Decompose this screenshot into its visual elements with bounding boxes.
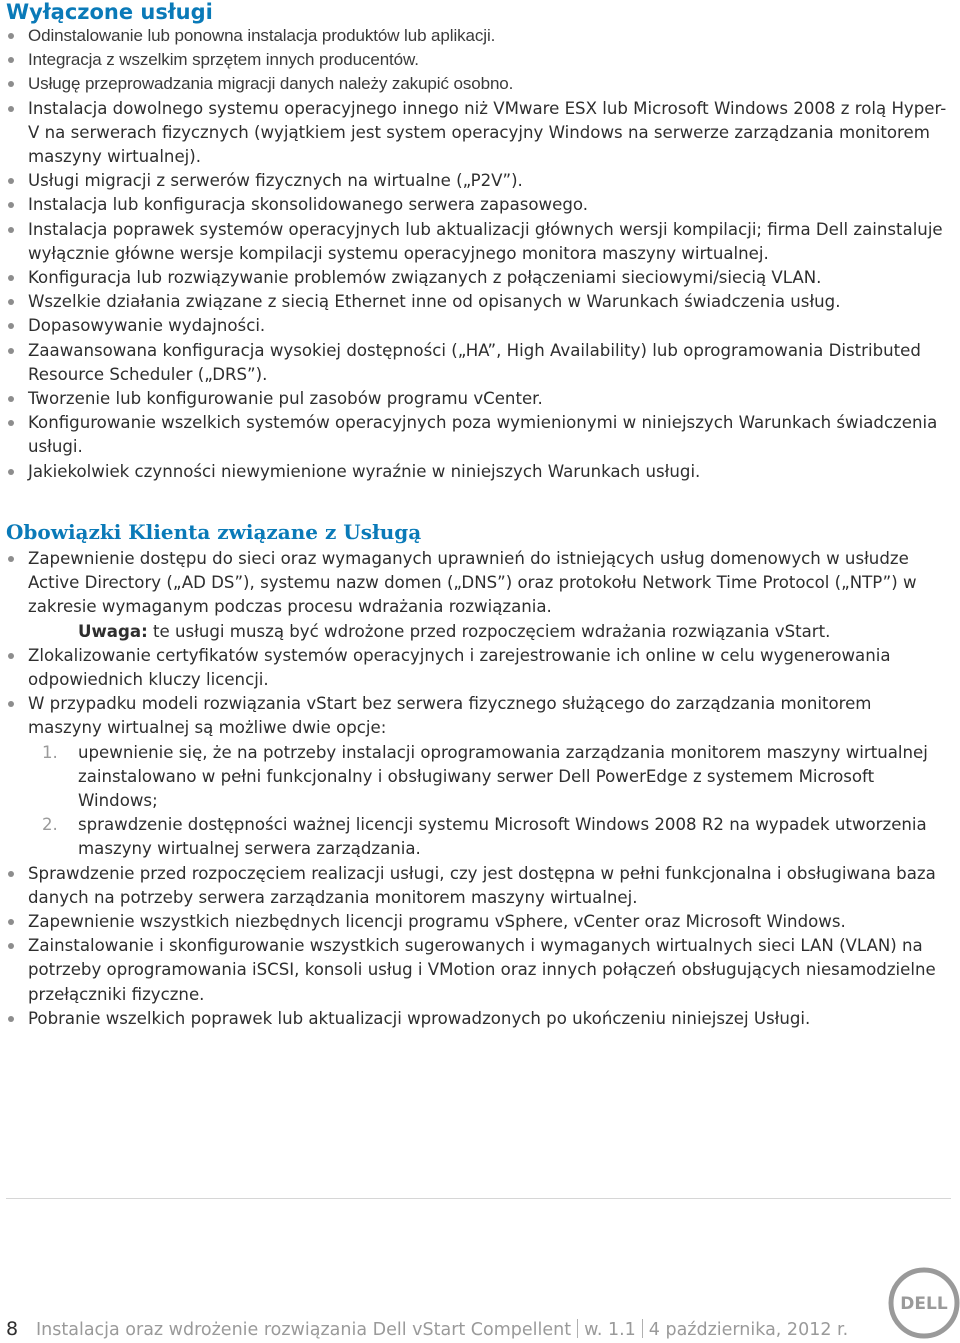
bullet-icon <box>8 81 14 87</box>
list-item <box>0 644 950 692</box>
bullet-icon <box>8 653 14 659</box>
bullet-icon <box>8 1016 14 1022</box>
list-item <box>0 411 950 459</box>
list-item-text: Usługę przeprowadzania migracji danych należy zakupić osobno. <box>28 74 514 94</box>
bullet-icon <box>8 348 14 354</box>
list-item-text: Usługi migracji z serwerów fizycznych na wirtualne („P2V”). <box>28 171 523 191</box>
list-item <box>0 169 950 193</box>
bullet-icon <box>8 919 14 925</box>
note <box>28 620 950 644</box>
bullet-icon <box>8 556 14 562</box>
option-number: 1. <box>42 742 58 762</box>
list-item-text: Odinstalowanie lub ponowna instalacja produktów lub aplikacji. <box>28 26 496 45</box>
note-label: Uwaga: <box>78 621 148 641</box>
list-item-text: Tworzenie lub konfigurowanie pul zasobów programu vCenter. <box>28 389 543 409</box>
list-item <box>0 1007 950 1031</box>
list-item-text: Zaawansowana konfiguracja wysokiej dostępności („HA”, High Availability) lub oprogramowania Distributed Resource Scheduler („DRS”). <box>28 340 921 384</box>
bullet-icon <box>8 871 14 877</box>
page-number: 8 <box>6 1318 19 1340</box>
list-item <box>0 547 950 644</box>
footer-date: 4 października, 2012 r. <box>648 1320 849 1340</box>
bullet-icon <box>8 396 14 402</box>
footer-version: w. 1.1 <box>584 1320 636 1340</box>
bullet-icon <box>8 227 14 233</box>
bullet-icon <box>8 33 14 39</box>
list-item <box>0 387 950 411</box>
bullet-icon <box>8 202 14 208</box>
list-item-text: Zlokalizowanie certyfikatów systemów operacyjnych i zarejestrowanie ich online w celu wygenerowania odpowiednich kluczy licencji. <box>28 645 891 690</box>
list-item-text: Sprawdzenie przed rozpoczęciem realizacji usługi, czy jest dostępna w pełni funkcjonalna i obsługiwana baza danych na potrzeby serwera zarządzania monitorem maszyny wirtualnej. <box>28 863 936 907</box>
list-item <box>0 862 950 910</box>
list-item <box>0 72 950 96</box>
footer-separator <box>577 1319 578 1338</box>
bullet-icon <box>8 943 14 949</box>
list-item <box>0 934 950 1007</box>
list-item <box>0 24 950 48</box>
section-heading-customer-responsibilities: Obowiązki Klienta związane z Usługą <box>6 520 422 544</box>
bullet-icon <box>8 323 14 329</box>
list-item <box>0 460 950 484</box>
list-item <box>0 48 950 72</box>
list-item-text: Zainstalowanie i skonfigurowanie wszystkich sugerowanych i wymaganych wirtualnych sieci LAN (VLAN) na potrzeby oprogramowania iSCSI, konsoli usług i VMotion oraz innych połączeń obsługujących niesamodzielne przełączniki fizyczne. <box>28 936 936 1004</box>
option-text: sprawdzenie dostępności ważnej licencji systemu Microsoft Windows 2008 R2 na wypadek utworzenia maszyny wirtualnej serwera zarządzania. <box>78 815 927 859</box>
list-item <box>0 218 950 266</box>
note-text: te usługi muszą być wdrożone przed rozpoczęciem wdrażania rozwiązania vStart. <box>147 621 831 641</box>
list-item <box>0 910 950 934</box>
bullet-icon <box>8 420 14 426</box>
dell-logo-text: DELL <box>900 1294 948 1314</box>
bullet-icon <box>8 275 14 281</box>
list-item-text: Instalacja poprawek systemów operacyjnych lub aktualizacji głównych wersji kompilacji; firma Dell zainstaluje wyłącznie główne wersje kompilacji systemu operacyjnego monitora maszyny wirtualnej. <box>28 219 943 263</box>
list-item-text: Integracja z wszelkim sprzętem innych producentów. <box>28 50 419 70</box>
customer-responsibilities-list <box>0 547 950 1031</box>
list-item-text: Instalacja lub konfiguracja skonsolidowanego serwera zapasowego. <box>28 195 588 215</box>
option-number: 2. <box>42 815 58 835</box>
section-heading-excluded-services: Wyłączone usługi <box>6 0 213 24</box>
excluded-services-list <box>0 24 950 484</box>
bullet-icon <box>8 701 14 707</box>
bullet-icon <box>8 299 14 305</box>
list-item-text: Wszelkie działania związane z siecią Ethernet inne od opisanych w Warunkach świadczenia usług. <box>28 292 841 312</box>
list-item <box>0 314 950 338</box>
dell-logo-icon <box>888 1267 960 1339</box>
list-item-text: Konfigurowanie wszelkich systemów operacyjnych poza wymienionymi w niniejszych Warunkach świadczenia usługi. <box>28 413 938 457</box>
list-item <box>0 97 950 170</box>
list-item-text: W przypadku modeli rozwiązania vStart bez serwera fizycznego służącego do zarządzania monitorem maszyny wirtualnej są możliwe dwie opcje: <box>28 694 872 738</box>
option-text: upewnienie się, że na potrzeby instalacji oprogramowania zarządzania monitorem maszyny wirtualnej zainstalowano w pełni funkcjonalny i obsługiwany serwer Dell PowerEdge z systemem Microsoft Windows; <box>78 742 928 811</box>
list-item-text: Dopasowywanie wydajności. <box>28 316 266 336</box>
footer-separator <box>642 1319 643 1338</box>
option-item <box>28 741 950 814</box>
list-item <box>0 290 950 314</box>
list-item <box>0 266 950 290</box>
options-list <box>28 741 950 862</box>
list-item-text: Jakiekolwiek czynności niewymienione wyraźnie w niniejszych Warunkach usługi. <box>28 461 701 481</box>
bullet-icon <box>8 178 14 184</box>
list-item <box>0 193 950 217</box>
list-item-text: Zapewnienie dostępu do sieci oraz wymaganych uprawnień do istniejących usług domenowych w usłudze Active Directory („AD DS”), systemu nazw domen („DNS”) oraz protokołu Network Time Protocol („NTP”) w zakresie wymaganym podczas procesu wdrażania rozwiązania. <box>28 549 917 617</box>
footer-document-info <box>36 1319 848 1340</box>
list-item-text: Instalacja dowolnego systemu operacyjnego innego niż VMware ESX lub Microsoft Windows 2008 z rolą Hyper-V na serwerach fizycznych (wyjątkiem jest system operacyjny Windows na serwerze zarządzania monitorem maszyny wirtualnej). <box>28 98 947 167</box>
list-item-text: Pobranie wszelkich poprawek lub aktualizacji wprowadzonych po ukończeniu niniejszej Usługi. <box>28 1008 811 1028</box>
footer-doc-title: Instalacja oraz wdrożenie rozwiązania Dell vStart Compellent <box>36 1320 572 1340</box>
bullet-icon <box>8 57 14 63</box>
option-item <box>28 813 950 861</box>
list-item <box>0 339 950 387</box>
bullet-icon <box>8 469 14 475</box>
list-item <box>0 692 950 861</box>
footer-divider <box>6 1198 951 1199</box>
bullet-icon <box>8 106 14 112</box>
list-item-text: Konfiguracja lub rozwiązywanie problemów związanych z połączeniami sieciowymi/siecią VLAN. <box>28 268 822 288</box>
list-item-text: Zapewnienie wszystkich niezbędnych licencji programu vSphere, vCenter oraz Microsoft Windows. <box>28 912 846 932</box>
